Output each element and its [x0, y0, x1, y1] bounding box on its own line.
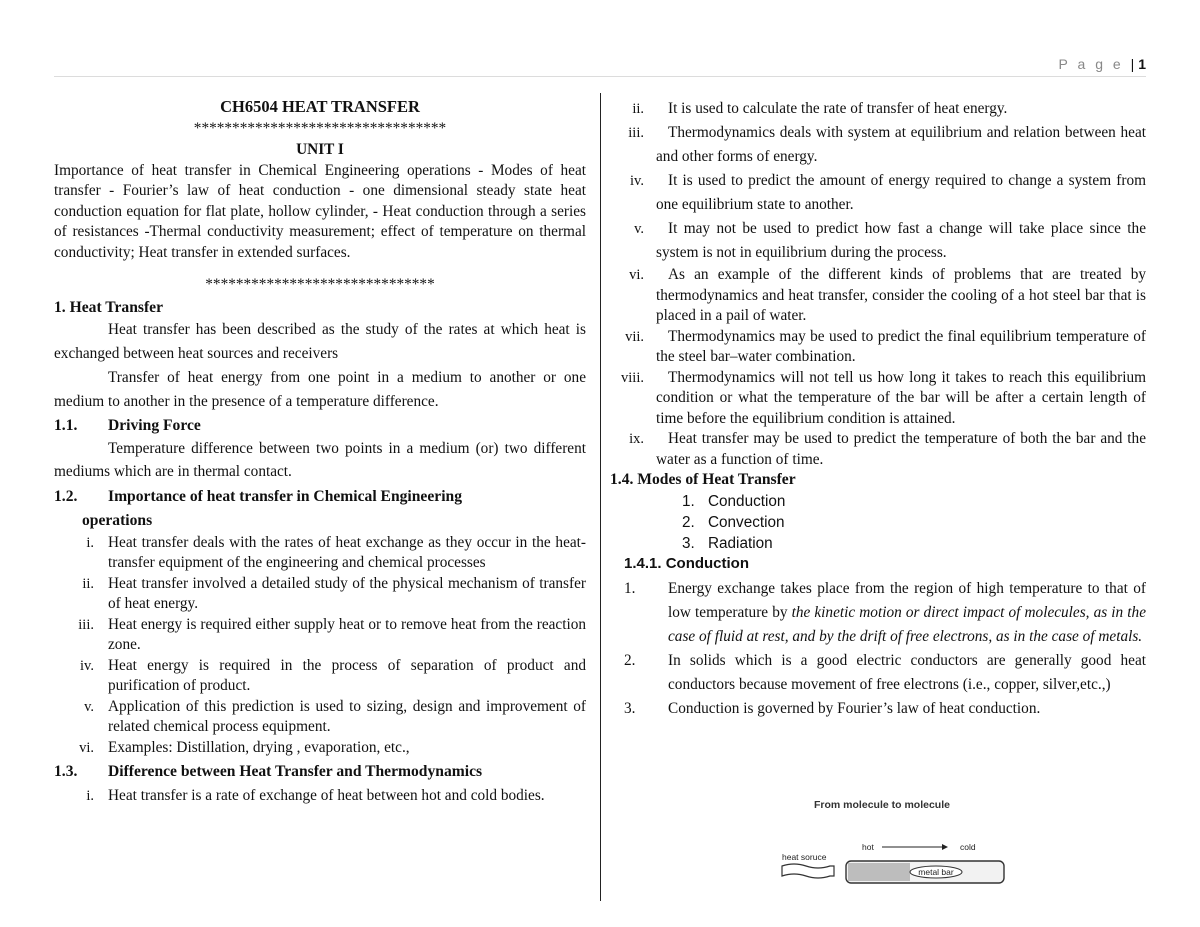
list-item: [610, 121, 1146, 169]
page-separator: |: [1130, 56, 1135, 72]
hot-label: hot: [862, 842, 874, 852]
list-text: Conduction: [708, 492, 786, 510]
list-item: [610, 649, 1146, 697]
page-header: [1059, 56, 1146, 72]
paragraph: Temperature difference between two points in a medium (or) two different mediums which are in thermal contact.: [54, 439, 586, 480]
section-number: 1.3.: [54, 763, 78, 780]
star-divider: ******************************: [205, 276, 435, 293]
page-label: P a g e: [1058, 56, 1124, 72]
list-text: [656, 265, 1146, 327]
list-text-content: It is used to calculate the rate of transfer of heat energy.: [668, 100, 1008, 117]
heat-flow-icon: [782, 864, 834, 878]
list-marker: ix.: [629, 431, 644, 447]
list-item: [54, 574, 586, 615]
metal-bar-label: metal bar: [918, 867, 954, 877]
list-item: [610, 577, 1146, 649]
cold-label: cold: [960, 842, 976, 852]
list-text: Application of this prediction is used to sizing, design and improvement of related chemical process equipment.: [108, 697, 586, 735]
list-marker: vi.: [629, 267, 644, 283]
list-marker: iv.: [630, 173, 644, 189]
section-title: Driving Force: [108, 417, 201, 434]
list-item: [682, 491, 1146, 512]
list-marker: i.: [86, 788, 94, 804]
hot-molecules: [848, 863, 910, 881]
course-title: CH6504 HEAT TRANSFER: [220, 97, 420, 116]
list-text: Conduction is governed by Fourier’s law of heat conduction.: [668, 700, 1041, 717]
list-text-plain: Energy exchange takes place from the region of high temperature to that of low temperature by: [668, 580, 1146, 621]
list-item: [54, 533, 586, 574]
list-marker: ii.: [632, 101, 644, 117]
list-marker: viii.: [621, 369, 644, 386]
list-item: [610, 368, 1146, 430]
right-column: [610, 97, 1146, 721]
section-heading: 1. Heat Transfer: [54, 298, 163, 316]
list-item: [54, 615, 586, 656]
list-text: [656, 368, 1146, 430]
list-text-content: Heat transfer may be used to predict the temperature of both the bar and the water as a function of time.: [656, 430, 1146, 468]
list-text: [656, 169, 1146, 217]
list-item: [610, 429, 1146, 470]
section-title-continued: operations: [82, 511, 153, 529]
list-text-content: Thermodynamics will not tell us how long it takes to reach this equilibrium condition or what the temperature of the bar will be after a certain length of time before the equilibrium condition is attained.: [656, 368, 1146, 427]
list-marker: 1.: [624, 580, 636, 597]
list-marker: 3.: [624, 700, 636, 717]
list-text: Examples: Distillation, drying , evaporation, etc.,: [108, 738, 410, 756]
section-number: 1.2.: [54, 487, 78, 505]
list-item: [610, 327, 1146, 368]
list-item: [610, 169, 1146, 217]
list-marker: v.: [634, 221, 644, 237]
list-text: Radiation: [708, 534, 773, 552]
page-number: 1: [1138, 56, 1146, 72]
list-item: [54, 656, 586, 697]
list-text: [656, 327, 1146, 368]
list-text: [656, 217, 1146, 265]
list-item: [610, 217, 1146, 265]
left-column: [54, 97, 586, 808]
list-text-content: As an example of the different kinds of problems that are treated by thermodynamics and heat transfer, consider the cooling of a hot steel bar that is placed in a pail of water.: [656, 266, 1146, 324]
list-text: Heat energy is required either supply heat or to remove heat from the reaction zone.: [108, 615, 586, 653]
list-item: [54, 697, 586, 738]
section-heading: [54, 485, 586, 509]
section-heading: [54, 760, 586, 784]
paragraph: Transfer of heat energy from one point in a medium to another or one medium to another in the presence of a temperature difference.: [54, 369, 586, 410]
list-text: [656, 429, 1146, 470]
list-marker: vi.: [79, 739, 94, 756]
list-text: Heat transfer is a rate of exchange of heat between hot and cold bodies.: [108, 787, 545, 804]
list-text: Heat transfer involved a detailed study of the physical mechanism of transfer of heat energy.: [108, 574, 586, 612]
section-title: Difference between Heat Transfer and Thermodynamics: [108, 763, 483, 780]
list-marker: iii.: [628, 125, 644, 141]
list-text: [656, 121, 1146, 169]
list-text: Heat transfer deals with the rates of heat exchange as they occur in the heat-transfer equipment of the engineering and chemical processes: [108, 533, 586, 571]
unit-heading: UNIT I: [296, 141, 344, 158]
column-divider: [600, 93, 601, 901]
section-heading: 1.4. Modes of Heat Transfer: [610, 471, 796, 488]
list-marker: iii.: [78, 616, 94, 633]
list-item: [610, 97, 1146, 121]
list-text-content: Thermodynamics may be used to predict the final equilibrium temperature of the steel bar–water combination.: [656, 327, 1146, 365]
list-text: Heat energy is required in the process of separation of product and purification of product.: [108, 656, 586, 694]
section-heading: [54, 416, 586, 437]
list-text-content: Thermodynamics deals with system at equilibrium and relation between heat and other forms of energy.: [656, 124, 1146, 165]
list-marker: v.: [84, 698, 94, 715]
syllabus-text: Importance of heat transfer in Chemical Engineering operations - Modes of heat transfer - Fourier’s law of heat conduction - one dimensional steady state heat conduction equation for flat plate, hollow cylinder, - Heat conduction through a series of resistances -Thermal conductivity measurement; effect of temperature on thermal conductivity; Heat transfer in extended surfaces.: [54, 161, 586, 261]
paragraph: Heat transfer has been described as the study of the rates at which heat is exchanged between heat sources and receivers: [54, 321, 586, 362]
list-marker: 3.: [682, 534, 695, 552]
list-text: [656, 97, 1146, 121]
figure-caption: From molecule to molecule: [814, 799, 950, 811]
list-marker: 1.: [682, 492, 695, 510]
list-marker: vii.: [625, 328, 644, 345]
list-text-emphasis: the kinetic motion or direct impact of molecules, as in the case of fluid at rest, and by the drift of free electrons, as in the case of metals.: [668, 604, 1146, 645]
subsection-heading: 1.4.1. Conduction: [624, 554, 750, 572]
heat-source-label: heat soruce: [782, 852, 827, 862]
list-item: [610, 697, 1146, 721]
conduction-figure: [776, 796, 1012, 888]
list-marker: ii.: [82, 575, 94, 592]
list-marker: iv.: [80, 657, 94, 674]
section-title: Importance of heat transfer in Chemical Engineering: [108, 487, 462, 505]
list-marker: 2.: [682, 513, 695, 531]
list-text: [668, 577, 1146, 649]
list-item: [54, 784, 586, 808]
list-marker: i.: [86, 534, 94, 551]
star-divider: *********************************: [193, 119, 447, 137]
list-marker: 2.: [624, 652, 636, 669]
list-text-content: It is used to predict the amount of energy required to change a system from one equilibrium state to another.: [656, 172, 1146, 213]
modes-list: [682, 491, 1146, 554]
section-number: 1.1.: [54, 417, 78, 434]
list-item: [682, 512, 1146, 533]
list-text-content: It may not be used to predict how fast a change will take place since the system is not in equilibrium during the process.: [656, 220, 1146, 261]
list-text: In solids which is a good electric conductors are generally good heat conductors because movement of free electrons (i.e., copper, silver,etc.,): [668, 652, 1146, 693]
header-rule: [54, 76, 1146, 77]
list-item: [682, 533, 1146, 554]
list-text: Convection: [708, 513, 785, 531]
list-item: [54, 738, 586, 759]
arrow-head-icon: [942, 844, 948, 850]
list-item: [610, 265, 1146, 327]
